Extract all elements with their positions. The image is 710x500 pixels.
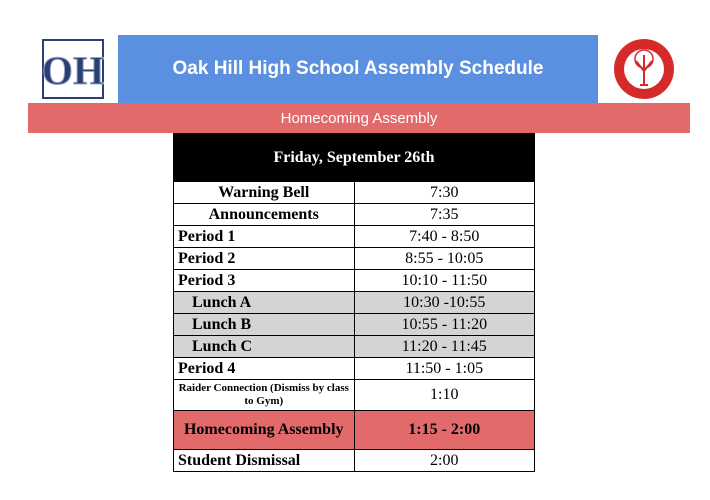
row-label: Warning Bell — [174, 182, 355, 204]
lunch-row — [174, 292, 535, 314]
row-label: Period 2 — [174, 248, 355, 270]
district-seal — [598, 35, 690, 103]
schedule-row — [174, 450, 535, 472]
row-time: 10:55 - 11:20 — [354, 314, 535, 336]
tree-seal-icon — [612, 37, 676, 101]
schedule-table — [173, 133, 535, 472]
schedule-row — [174, 248, 535, 270]
schedule-header-row — [174, 134, 535, 182]
row-label: Student Dismissal — [174, 450, 355, 472]
row-time: 11:20 - 11:45 — [354, 336, 535, 358]
schedule-day: Friday, September 26th — [174, 134, 535, 182]
row-label: Raider Connection (Dismiss by class to Gym) — [174, 380, 355, 411]
schedule-row — [174, 380, 535, 411]
row-time: 1:15 - 2:00 — [354, 411, 535, 450]
row-label: Homecoming Assembly — [174, 411, 355, 450]
row-time: 10:30 -10:55 — [354, 292, 535, 314]
oak-hill-logo — [28, 35, 118, 103]
row-time: 7:35 — [354, 204, 535, 226]
homecoming-row — [174, 411, 535, 450]
row-label: Period 1 — [174, 226, 355, 248]
row-time: 11:50 - 1:05 — [354, 358, 535, 380]
row-time: 2:00 — [354, 450, 535, 472]
row-time: 7:40 - 8:50 — [354, 226, 535, 248]
row-label: Lunch C — [174, 336, 355, 358]
schedule-row — [174, 270, 535, 292]
logo-letters: OH — [42, 48, 104, 93]
page-title: Oak Hill High School Assembly Schedule — [172, 58, 544, 79]
schedule-row — [174, 182, 535, 204]
schedule-row — [174, 204, 535, 226]
row-time: 1:10 — [354, 380, 535, 411]
row-label: Period 4 — [174, 358, 355, 380]
row-label: Lunch A — [174, 292, 355, 314]
lunch-row — [174, 336, 535, 358]
lunch-row — [174, 314, 535, 336]
row-time: 7:30 — [354, 182, 535, 204]
oak-hill-logo-icon — [42, 39, 104, 99]
row-label: Announcements — [174, 204, 355, 226]
row-time: 10:10 - 11:50 — [354, 270, 535, 292]
schedule-row — [174, 226, 535, 248]
row-label: Period 3 — [174, 270, 355, 292]
row-label: Lunch B — [174, 314, 355, 336]
schedule-row — [174, 358, 535, 380]
assembly-subtitle: Homecoming Assembly — [28, 103, 690, 133]
row-time: 8:55 - 10:05 — [354, 248, 535, 270]
